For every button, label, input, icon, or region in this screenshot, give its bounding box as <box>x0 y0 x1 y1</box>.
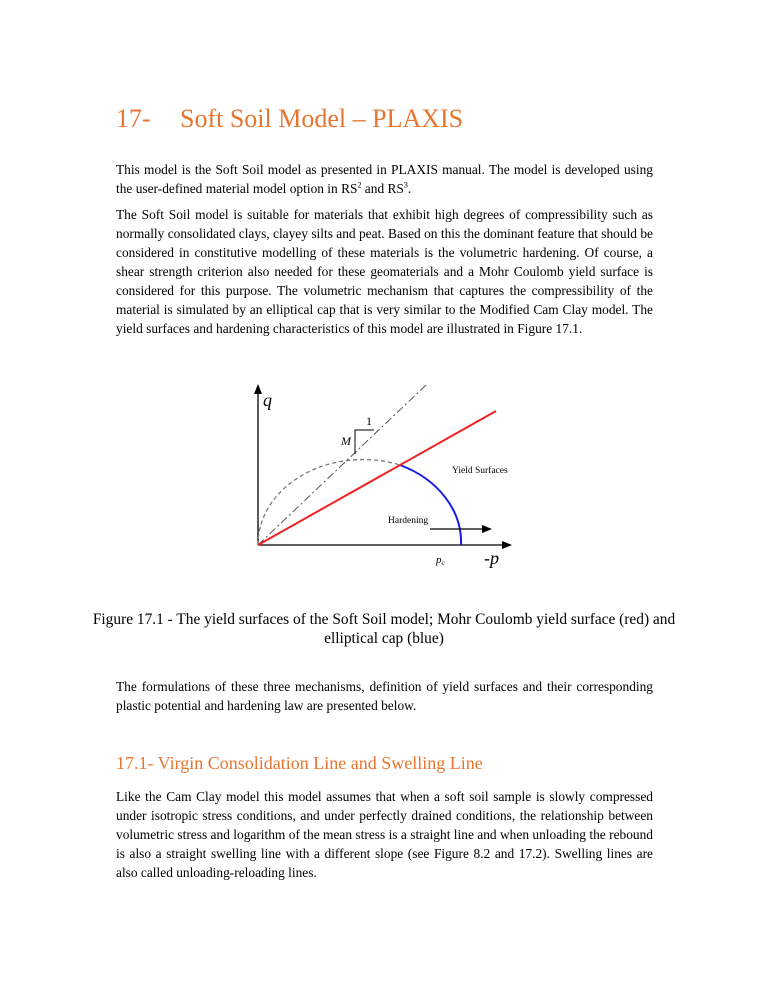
x-axis-label: -p <box>484 548 499 568</box>
consolidation-paragraph: Like the Cam Clay model this model assumes that when a soft soil sample is slowly compressed under isotropic stress conditions, and under perfectly drained conditions, the relationship between volumetric stress and logarithm of the mean stress is a straight line and when unloading the rebound is also a straight swelling line with a different slope (see Figure 8.2 and 17.2). Swelling lines are also called unloading-reloading lines. <box>116 789 653 880</box>
pc-label-p: p <box>436 554 442 566</box>
x-axis-arrow <box>502 541 512 549</box>
hardening-arrowhead <box>482 525 492 533</box>
superscript-2: 2 <box>357 180 362 190</box>
slope-triangle <box>355 430 374 454</box>
figure-caption: Figure 17.1 - The yield surfaces of the Soft Soil model; Mohr Coulomb yield surface (red) and elliptical cap (blue) <box>92 611 676 647</box>
elliptical-cap <box>400 465 461 545</box>
chapter-heading <box>116 104 463 134</box>
description-paragraph: The Soft Soil model is suitable for materials that exhibit high degrees of compressibility such as normally consolidated clays, clayey silts and peat. Based on this the dominant feature that should be considered in constitutive modelling of these materials is the volumetric hardening. Of course, a shear strength criterion also needed for these geomaterials and a Mohr Coulomb yield surface is considered for this purpose. The volumetric mechanism that captures the compressibility of the material is simulated by an elliptical cap that is very similar to the Modified Cam Clay model. The yield surfaces and hardening characteristics of this model are illustrated in Figure 17.1. <box>116 207 653 336</box>
formulations-paragraph: The formulations of these three mechanisms, definition of yield surfaces and their corresponding plastic potential and hardening law are presented below. <box>116 679 653 713</box>
y-axis-arrow <box>254 384 262 394</box>
slope-label-m: M <box>341 434 351 448</box>
intro-text-mid: and RS <box>361 181 404 196</box>
intro-paragraph <box>116 160 653 198</box>
chapter-number: 17- <box>116 104 151 133</box>
section-heading: 17.1- Virgin Consolidation Line and Swelling Line <box>116 753 483 773</box>
yield-surface-figure <box>240 383 540 583</box>
hardening-label: Hardening <box>388 516 429 526</box>
yield-surfaces-label: Yield Surfaces <box>452 466 508 476</box>
superscript-3: 3 <box>403 180 408 190</box>
y-axis-label: q <box>263 390 272 410</box>
pc-label <box>435 554 446 567</box>
intro-text-end: . <box>407 181 412 196</box>
slope-label-one: 1 <box>366 414 372 428</box>
intro-text: This model is the Soft Soil model as presented in PLAXIS manual. The model is developed using the user-defined material model option in RS <box>116 162 653 196</box>
pc-label-sub: c <box>441 559 445 567</box>
chapter-title: Soft Soil Model – PLAXIS <box>180 104 464 133</box>
